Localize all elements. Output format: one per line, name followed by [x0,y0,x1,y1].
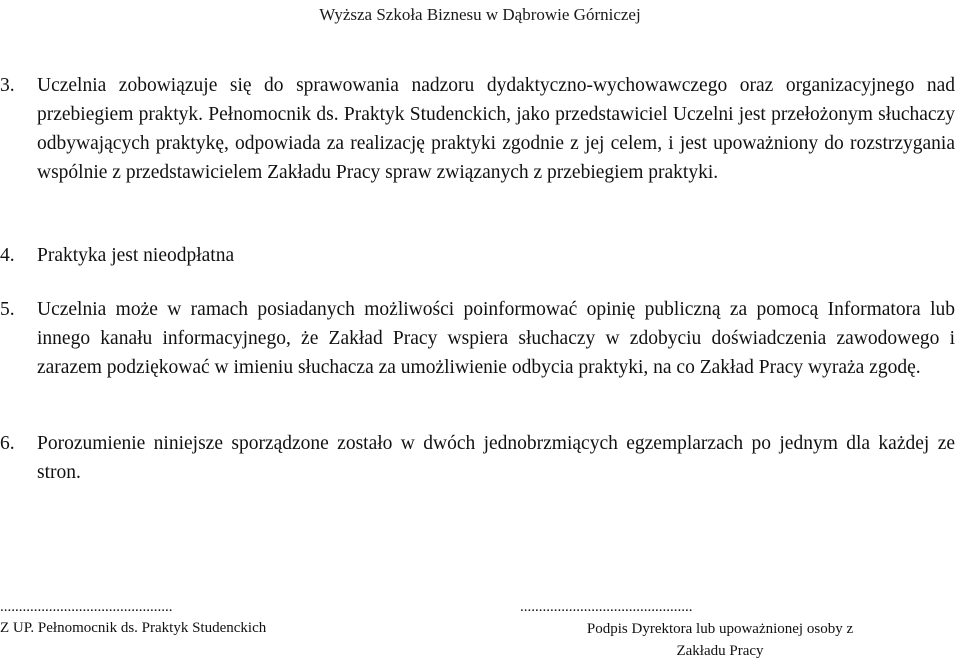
paragraph-6 [0,429,955,487]
signature-block-left [0,597,380,639]
document-header: Wyższa Szkoła Biznesu w Dąbrowie Górniczej [319,5,641,24]
paragraph-text: Uczelnia zobowiązuje się do sprawowania nadzoru dydaktyczno-wychowawczego oraz organizacyjnego nad przebiegiem praktyk. Pełnomocnik ds. Praktyk Studenckich, jako przedstawiciel Uczelni jest przełożonym słuchaczy odbywających praktykę, odpowiada za realizację praktyki zgodnie z jej celem, i jest upoważniony do rozstrzygania wspólnie z przedstawicielem Zakładu Pracy spraw związanych z przebiegiem praktyki. [37,75,955,183]
paragraph-text: Uczelnia może w ramach posiadanych możliwości poinformować opinię publiczną za pomocą Informatora lub innego kanału informacyjnego, że Zakład Pracy wspiera słuchaczy w zdobyciu doświadczenia zawodowego i zarazem podziękować w imieniu słuchacza za umożliwienie odbycia praktyki, na co Zakład Pracy wyraża zgodę. [37,299,955,378]
paragraph-5 [0,295,955,382]
signature-label: Z UP. Pełnomocnik ds. Praktyk Studenckich [0,620,267,636]
signature-label-line2: Zakładu Pracy [676,643,764,659]
paragraph-text: Porozumienie niniejsze sporządzone zostało w dwóch jednobrzmiących egzemplarzach po jednym dla każdej ze stron. [37,433,955,483]
signature-line: .............................................. [0,599,173,615]
signature-block-right [520,597,920,662]
paragraph-text: Praktyka jest nieodpłatna [37,245,235,266]
paragraph-3 [0,71,955,187]
paragraph-number: 5. [0,299,15,320]
signature-label-line1: Podpis Dyrektora lub upoważnionej osoby z [586,621,854,637]
paragraph-number: 3. [0,75,15,96]
signature-line: .............................................. [520,599,693,615]
paragraph-4 [0,241,955,270]
paragraph-number: 4. [0,245,15,266]
paragraph-number: 6. [0,433,15,454]
